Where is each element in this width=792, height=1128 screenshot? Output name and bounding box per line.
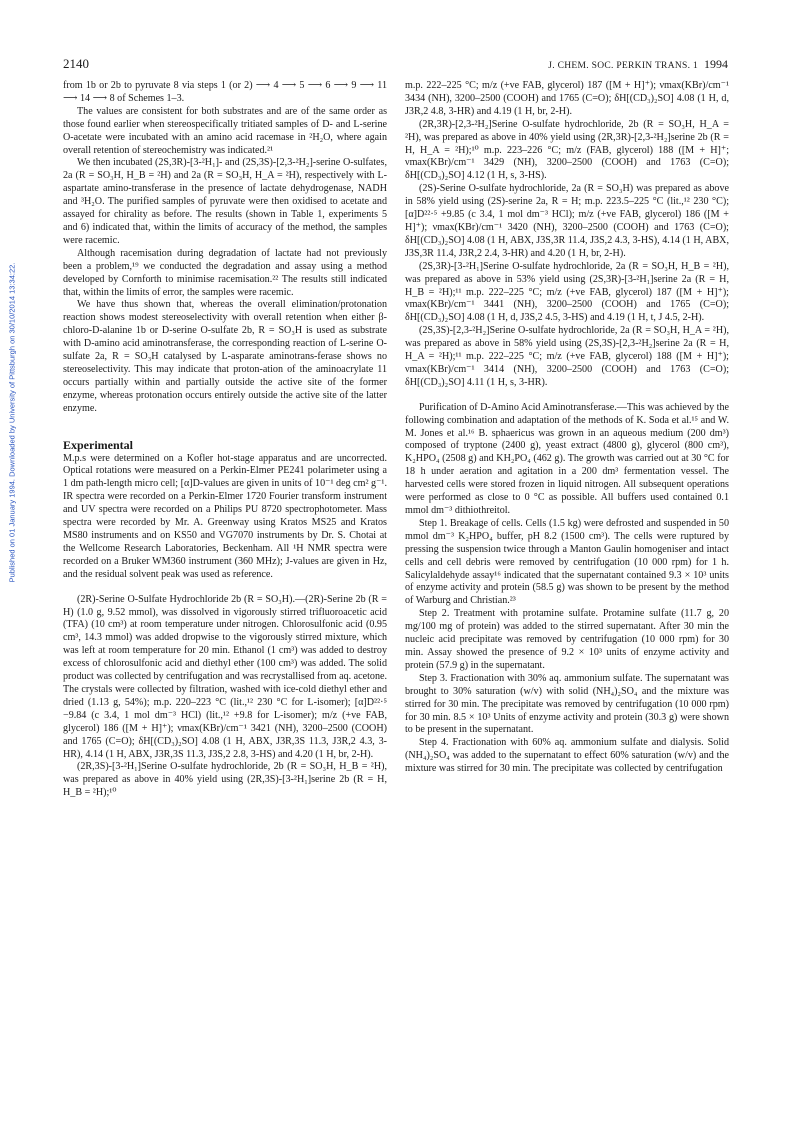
paragraph: Step 4. Fractionation with 60% aq. ammonium sulfate and dialysis. Solid (NH₄)₂SO₄ was added to the supernatant to effect 60% saturation (w/v) and the mixture was stirred for 30 min. The precipitate was collected by centrifugation <box>405 737 729 775</box>
paragraph: Purification of D-Amino Acid Aminotransferase.—This was achieved by the following combination and adaptation of the methods of K. Soda et al.¹⁵ and W. M. Jones et al.¹⁶ B. sphaericus was grown in an aqueous medium (200 dm³) composed of tryptone (2400 g), yeast extract (4800 g), glycerol (800 cm³), K₂HPO₄ (2508 g) and KH₂PO₄ (462 g). The growth was carried out at 30 °C for 18 h under aeration and agitation in a 200 dm³ fermentation vessel. The harvested cells were stored frozen in liquid nitrogen. All subsequent operations were performed as close to 0 °C as possible. All buffers used contained 0.1 mmol dm⁻³ dithiothreitol. <box>405 401 729 516</box>
paragraph-gap <box>405 390 729 402</box>
paragraph-gap <box>63 582 387 594</box>
paragraph: (2R,3S)-[3-²H₁]Serine O-sulfate hydrochloride, 2b (R = SO₃H, H_B = ²H), was prepared as above in 40% yield using (2R,3S)-[3-²H₁]serine 2b (R = H, H_B = ²H);¹⁰ <box>63 761 387 799</box>
paragraph: (2S)-Serine O-sulfate hydrochloride, 2a (R = SO₃H) was prepared as above in 58% yield using (2S)-serine 2a, R = H; m.p. 223.5–225 °C (lit.,¹² 230 °C); [α]D²²·⁵ +9.85 (c 3.4, 1 mol dm⁻³ HCl); m/z (+ve FAB, glycerol) 186 ([M + H]⁺); νmax(KBr)/cm⁻¹ 3420 (NH), 3200–2500 (COOH) and 1763 (C=O); δH[(CD₃)₂SO] 4.08 (1 H, ABX, J3S,3R 11.4, J3S,2 4.3, 3-HS), 4.14 (1 H, ABX, J3S,3R 11.4, J3R,2 2.4, 3-HR) and 4.20 (1 H, br, 2-H). <box>405 183 729 259</box>
paragraph: We then incubated (2S,3R)-[3-²H₁]- and (2S,3S)-[2,3-²H₂]-serine O-sulfates, 2a (R = SO₃H, H_B = ²H) and 2a (R = SO₃H, H_A = ²H), respectively with L-aspartate amino-transferase in the presence of lactate dehydrogenase, NADH and ³H₂O. The purified samples of pyruvate were then oxidised to acetate and assayed for chirality as before. The results (shown in Table 1, experiments 5 and 6) indicated that, within the limits of accuracy of the method, the samples were racemic. <box>63 157 387 246</box>
paragraph: m.p. 222–225 °C; m/z (+ve FAB, glycerol) 187 ([M + H]⁺); νmax(KBr)/cm⁻¹ 3434 (NH), 3200–2500 (COOH) and 1765 (C=O); δH[(CD₃)₂SO] 4.08 (1 H, d, J3R,2 4.8, 3-HR) and 4.19 (1 H, br, 2-H). <box>405 80 729 117</box>
download-watermark <box>6 212 18 632</box>
paragraph: M.p.s were determined on a Kofler hot-stage apparatus and are uncorrected. Optical rotations were measured on a Perkin-Elmer PE241 polarimeter using a 1 dm path-length micro cell; [α]D-values are given in units of 10⁻¹ deg cm² g⁻¹. IR spectra were recorded on a Perkin-Elmer 1720 Fourier transform instrument and UV spectra were recorded on a Philips PU 8720 spectrophotometer. Mass spectra were recorded by Mr. A. Greenway using Kratos MS25 and Kratos MS80 instruments and on KS50 and VG7070 instruments by Dr. S. Chotai at the Wellcome Research Laboratories, Beckenham. All ¹H NMR spectra were recorded on a Bruker WM360 instrument (360 MHz); J-values are given in Hz, and the residual solvent peak was used as reference. <box>63 452 387 580</box>
paragraph: Step 2. Treatment with protamine sulfate. Protamine sulfate (11.7 g, 20 mg/100 mg of protein) was added to the stirred supernatant. After 30 min the nucleic acid precipitate was removed by centrifugation (10 000 rpm) for 30 min. Assay showed the presence of 9.2 × 10³ units of enzyme activity and protein (57.9 g) in the supernatant. <box>405 608 729 671</box>
journal-name: J. CHEM. SOC. PERKIN TRANS. 1 <box>548 61 698 71</box>
paragraph: (2S,3S)-[2,3-²H₂]Serine O-sulfate hydrochloride, 2a (R = SO₃H, H_A = ²H), was prepared as above in 58% yield using (2S,3S)-[2,3-²H₂]serine 2a (R = H, H_A = ²H);¹¹ m.p. 222–225 °C; m/z (+ve FAB, glycerol) 188 ([M + H]⁺); νmax(KBr)/cm⁻¹ 3414 (NH), 3200–2500 (COOH) and 1763 (C=O); δH[(CD₃)₂SO] 4.11 (1 H, s, 3-HR). <box>405 325 729 388</box>
journal-year: 1994 <box>704 57 728 71</box>
download-note-text[interactable]: Published on 01 January 1994. Downloaded by University of Pittsburgh on 30/10/2014 13:34:22. <box>7 262 17 582</box>
paragraph: (2R)-Serine O-Sulfate Hydrochloride 2b (R = SO₃H).—(2R)-Serine 2b (R = H) (1.0 g, 9.52 mmol), was dissolved in vigorously stirred trifluoroacetic acid (TFA) (10 cm³) at room temperature under nitrogen. Chlorosulfonic acid (0.95 cm³, 14.3 mmol) was added dropwise to the vigorously stirred mixture, which was left at room temperature for 20 min. Ethanol (1 cm³) was added to destroy excess of chlorosulfonic acid and diethyl ether (100 cm³) was added. The solid product was collected by centrifugation and was recrystallised from aq. acetone. The crystals were collected by filtration, washed with ice-cold diethyl ether and dried (1.13 g, 54%); m.p. 220–223 °C (lit.,¹² 230 °C for L-isomer); [α]D²²·⁵ −9.84 (c 3.4, 1 mol dm⁻³ HCl) (lit.,¹² +9.8 for L-isomer); m/z (+ve FAB, glycerol) 186 ([M + H]⁺); νmax(KBr)/cm⁻¹ 3421 (NH), 3200–2500 (COOH) and 1765 (C=O); δH[(CD₃)₂SO] 4.08 (1 H, ABX, J3R,3S 11.3, J3R,2 4.3, 3-HR), 4.14 (1 H, ABX, J3R,3S 11.3, J3S,2 2.8, 3-HS) and 4.20 (1 H, br, 2-H). <box>63 593 387 760</box>
paragraph: Although racemisation during degradation of lactate had not previously been a problem,¹⁹ we conducted the degradation and assay using a method developed by Cornforth to minimise racemisation.²² The results still indicated that, within the limits of error, the samples were racemic. <box>63 247 387 298</box>
paragraph: We have thus shown that, whereas the overall elimination/protonation reaction shows modest stereoselectivity with overall retention when either β-chloro-D-alanine 1b or D-serine O-sulfate 2b, R = SO₃H is used as substrate with D-amino acid aminotransferase, the corresponding reaction of L-serine O-sulfate 2a, R = SO₃H catalysed by L-asparate aminotrans-ferase shows no stereoselectivity. This may indicate that proton-ation of the aminoacrylate 11 occurs partially within and partially outside the active site of the former enzyme, whereas protonation occurs entirely outside the active site of the latter enzyme. <box>63 299 387 414</box>
paragraph: Step 1. Breakage of cells. Cells (1.5 kg) were defrosted and suspended in 50 mmol dm⁻³ K₂HPO₄ buffer, pH 8.2 (1500 cm³). The cells were ruptured by pressing the suspension twice through a Manton Gaulin homogeniser and intact cells and cell debris were removed by centrifugation (10 000 rpm) for 1 h. Salicylaldehyde assay¹⁶ indicated that the supernatant contained 9.3 × 10³ units of enzyme activity and protein (58.5 g) was shown to be present by the method of Warburg and Christian.²³ <box>405 517 729 607</box>
paragraph: (2S,3R)-[3-²H₁]Serine O-sulfate hydrochloride, 2a (R = SO₃H, H_B = ²H), was prepared as above in 53% yield using (2S,3R)-[3-²H₁]serine 2a (R = H, H_B = ²H);¹¹ m.p. 222–225 °C; m/z (+ve FAB, glycerol) 187 ([M + H]⁺); νmax(KBr)/cm⁻¹ 3441 (NH), 3200–2500 (COOH) and 1765 (C=O); δH[(CD₃)₂SO] 4.08 (1 H, d, J3S,2 4.5, 3-HS) and 4.19 (1 H, t, J 4.5, 2-H). <box>405 260 729 324</box>
paragraph: (2R,3R)-[2,3-²H₂]Serine O-sulfate hydrochloride, 2b (R = SO₃H, H_A = ²H), was prepared as above in 40% yield using (2R,3R)-[2,3-²H₂]serine 2b (R = H, H_A = ²H);¹⁰ m.p. 223–226 °C; m/z (FAB, glycerol) 188 ([M + H]⁺; νmax(KBr)/cm⁻¹ 3429 (NH), 3200–2500 (COOH) and 1763 (C=O); δH[(CD₃)₂SO] 4.12 (1 H, s, 3-HS). <box>405 118 729 182</box>
running-header <box>548 57 728 72</box>
paragraph: Step 3. Fractionation with 30% aq. ammonium sulfate. The supernatant was brought to 30% saturation (w/v) with solid (NH₄)₂SO₄ and the mixture was stirred for 30 min. The precipitate was removed by centrifugation (10 000 rpm) for 30 min. 8.5 × 10³ Units of enzyme activity and protein (30.3 g) were shown to be present in the supernatant. <box>405 672 729 736</box>
paragraph: from 1b or 2b to pyruvate 8 via steps 1 (or 2) ⟶ 4 ⟶ 5 ⟶ 6 ⟶ 9 ⟶ 11 ⟶ 14 ⟶ 8 of Schemes 1–3. <box>63 80 387 104</box>
left-column <box>63 80 387 800</box>
page-number: 2140 <box>63 56 89 71</box>
section-heading-experimental: Experimental <box>63 437 133 452</box>
right-column <box>405 80 729 776</box>
paragraph: The values are consistent for both substrates and are of the same order as those found earlier when stereospecifically tritiated samples of D- and L-serine O-acetate were incubated with an amino acid racemase in ²H₂O, where again overall retention of stereochemistry was indicated.²¹ <box>63 105 387 156</box>
